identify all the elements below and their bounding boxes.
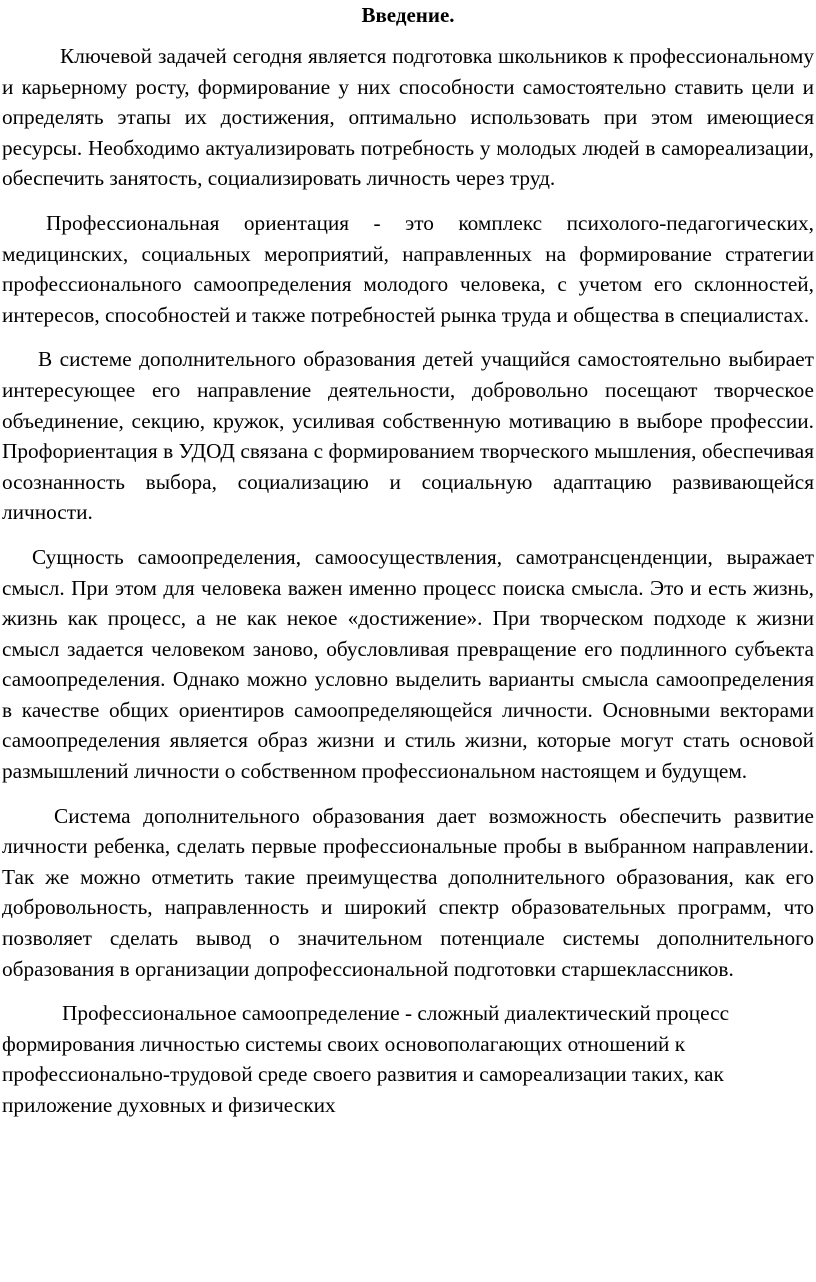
document-title: Введение. <box>361 3 455 27</box>
paragraph-additional-education: В системе дополнительного образования детей учащийся самостоятельно выбирает интересующее его направление деятельности, добровольно посещают творческое объединение, секцию, кружок, усиливая собственную мотивацию в выборе профессии. Профориентация в УДОД связана с формированием творческого мышления, обеспечивая осознанность выбора, социализацию и социальную адаптацию развивающейся личности. <box>2 347 814 525</box>
paragraph-career-guidance: Профессиональная ориентация - это комплекс психолого-педагогических, медицинских, социальных мероприятий, направленных на формирование стратегии профессионального самоопределения молодого человека, с учетом его склонностей, интересов, способностей и также потребностей рынка труда и общества в специалистах. <box>2 210 814 327</box>
paragraph-professional-self-determination: Профессиональное самоопределение - сложный диалектический процесс формирования личностью системы своих основополагающих отношений к профессионально-трудовой среде своего развития и самореализации таких, как приложение духовных и физических <box>2 1001 730 1117</box>
paragraph-education-system: Система дополнительного образования дает возможность обеспечить развитие личности ребенка, сделать первые профессиональные пробы в выбранном направлении. Так же можно отметить такие преимущества дополнительного образования, как его добровольность, направленность и широкий спектр образовательных программ, что позволяет сделать вывод о значительном потенциале системы дополнительного образования в организации допрофессиональной подготовки старшеклассников. <box>2 803 814 981</box>
paragraph-self-determination-essence: Сущность самоопределения, самоосуществления, самотрансценденции, выражает смысл. При этом для человека важен именно процесс поиска смысла. Это и есть жизнь, жизнь как процесс, а не как некое «достижение». При творческом подходе к жизни смысл задается человеком заново, обусловливая превращение его подлинного субъекта самоопределения. Однако можно условно выделить варианты смысла самоопределения в качестве общих ориентиров самоопределяющейся личности. Основными векторами самоопределения является образ жизни и стиль жизни, которые могут стать основой размышлений личности о собственном профессиональном настоящем и будущем. <box>2 544 814 784</box>
paragraph-intro: Ключевой задачей сегодня является подготовка школьников к профессиональному и карьерному росту, формирование у них способности самостоятельно ставить цели и определять этапы их достижения, оптимально использовать при этом имеющиеся ресурсы. Необходимо актуализировать потребность у молодых людей в самореализации, обеспечить занятость, социализировать личность через труд. <box>2 44 814 191</box>
